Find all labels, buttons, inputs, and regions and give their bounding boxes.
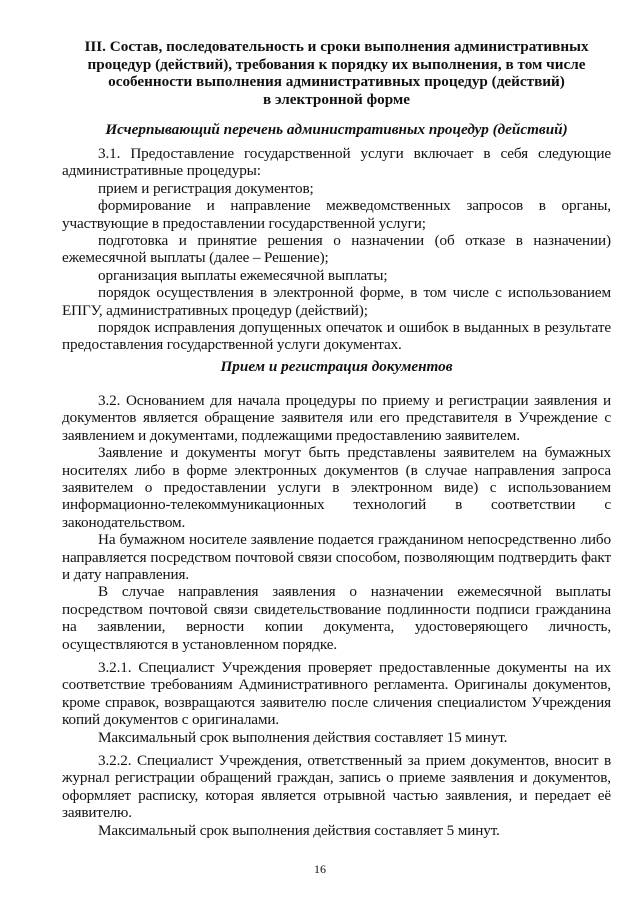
section-3-2 bbox=[62, 392, 611, 653]
paragraph: На бумажном носителе заявление подается гражданином непосредственно либо направляется посредством почтовой связи способом, позволяющим подтвердить факт и дату направления. bbox=[62, 531, 611, 583]
list-item: подготовка и принятие решения о назначении (об отказе в назначении) ежемесячной выплаты (далее – Решение); bbox=[62, 232, 611, 267]
section-3-2-2 bbox=[62, 752, 611, 839]
section-heading bbox=[62, 38, 611, 108]
paragraph: 3.2.1. Специалист Учреждения проверяет предоставленные документы на их соответствие требованиям Административного регламента. Оригиналы документов, кроме справок, возвращаются заявителю после сличения специалистом Учреждения копий документов с оригиналами. bbox=[62, 658, 611, 729]
document-page bbox=[62, 38, 611, 839]
list-item: организация выплаты ежемесячной выплаты; bbox=[98, 266, 388, 284]
list-item: порядок исправления допущенных опечаток и ошибок в выданных в результате предоставления государственной услуги документах. bbox=[62, 319, 611, 354]
paragraph: 3.2.2. Специалист Учреждения, ответственный за прием документов, вносит в журнал регистрации обращений граждан, запись о приеме заявления и документов, оформляет расписку, которая является отрывной частью заявления, и передает её заявителю. bbox=[62, 752, 611, 822]
paragraph: В случае направления заявления о назначении ежемесячной выплаты посредством почтовой связи свидетельствование подлинности подписи гражданина на заявлении, верности копии документа, удостоверяющего личность, осуществляются в установленном порядке. bbox=[62, 583, 611, 653]
subheading-procedures-list: Исчерпывающий перечень административных процедур (действий) bbox=[105, 121, 568, 138]
page-number: 16 bbox=[314, 862, 326, 876]
section-heading-line: в электронной форме bbox=[262, 90, 411, 108]
paragraph: Заявление и документы могут быть представлены заявителем на бумажных носителях либо в форме электронных документов (в случае направления запроса заявителем о предоставлении услуги в электронном виде) с использованием информационно-телекоммуникационных технологий в соответствии с законодательством. bbox=[62, 444, 611, 531]
paragraph: Максимальный срок выполнения действия составляет 15 минут. bbox=[98, 728, 508, 746]
section-heading-line: III. Состав, последовательность и сроки выполнения административных bbox=[84, 38, 589, 55]
list-item: прием и регистрация документов; bbox=[98, 179, 314, 197]
procedures-list bbox=[62, 145, 611, 354]
paragraph: 3.2. Основанием для начала процедуры по приему и регистрации заявления и документов является обращение заявителя или его представителя в Учреждение с заявлением и документами, подлежащими предоставлению заявителем. bbox=[62, 391, 611, 444]
section-heading-line: процедур (действий), требования к порядку их выполнения, в том числе bbox=[87, 55, 586, 73]
section-3-2-1 bbox=[62, 659, 611, 746]
paragraph: 3.1. Предоставление государственной услуги включает в себя следующие административные процедуры: bbox=[62, 145, 611, 180]
paragraph: Максимальный срок выполнения действия составляет 5 минут. bbox=[98, 821, 500, 839]
list-item: порядок осуществления в электронной форме, в том числе с использованием ЕПГУ, административных процедур (действий); bbox=[62, 284, 611, 319]
subheading-reception: Прием и регистрация документов bbox=[220, 357, 453, 375]
list-item: формирование и направление межведомственных запросов в органы, участвующие в предоставлении государственной услуги; bbox=[62, 197, 611, 232]
section-heading-line: особенности выполнения административных процедур (действий) bbox=[108, 73, 565, 90]
